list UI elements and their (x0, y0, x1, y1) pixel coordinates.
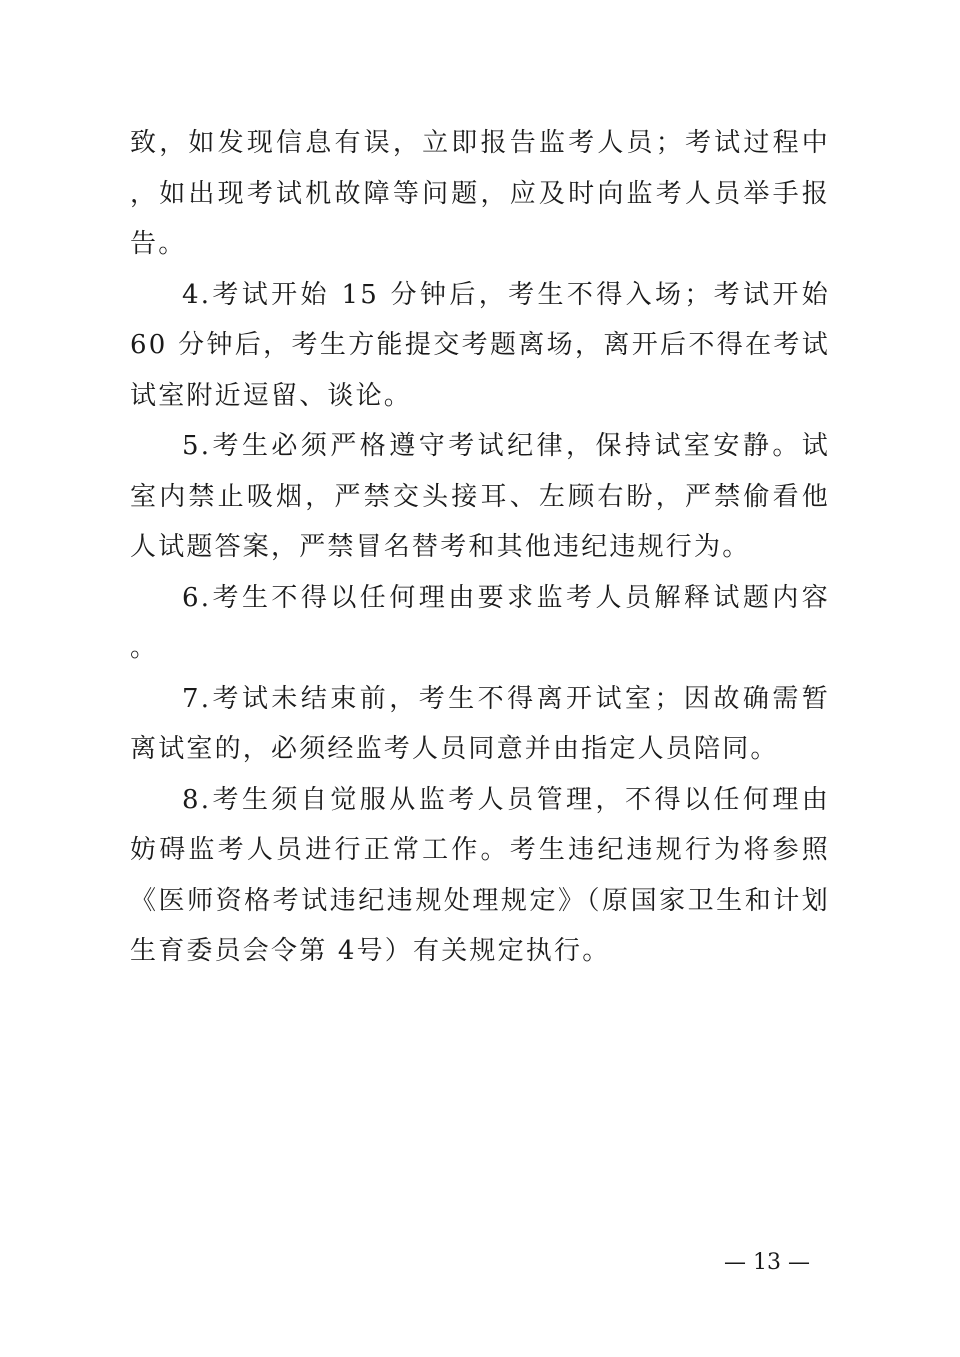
page-number: — 13 — (724, 1250, 810, 1275)
paragraph-rule-7: 7.考试未结束前，考生不得离开试室；因故确需暂离试室的，必须经监考人员同意并由指定人员陪同。 (130, 683, 830, 764)
paragraph-rule-5: 5.考生必须严格遵守考试纪律，保持试室安静。试室内禁止吸烟，严禁交头接耳、左顾右盼，严禁偷看他人试题答案，严禁冒名替考和其他违纪违规行为。 (130, 431, 830, 562)
paragraph-rule-4: 4.考试开始 15 分钟后，考生不得入场；考试开始 60 分钟后，考生方能提交考题离场，离开后不得在考试试室附近逗留、谈论。 (130, 279, 830, 411)
document-body (130, 118, 830, 977)
paragraph-rule-6: 6.考生不得以任何理由要求监考人员解释试题内容。 (130, 582, 830, 663)
paragraph-continuation: 致，如发现信息有误，立即报告监考人员；考试过程中，如出现考试机故障等问题，应及时向监考人员举手报告。 (130, 128, 830, 259)
paragraph-rule-8: 8.考生须自觉服从监考人员管理，不得以任何理由妨碍监考人员进行正常工作。考生违纪违规行为将参照《医师资格考试违纪违规处理规定》（原国家卫生和计划生育委员会令第 4号）有关规定执行。 (130, 784, 830, 966)
